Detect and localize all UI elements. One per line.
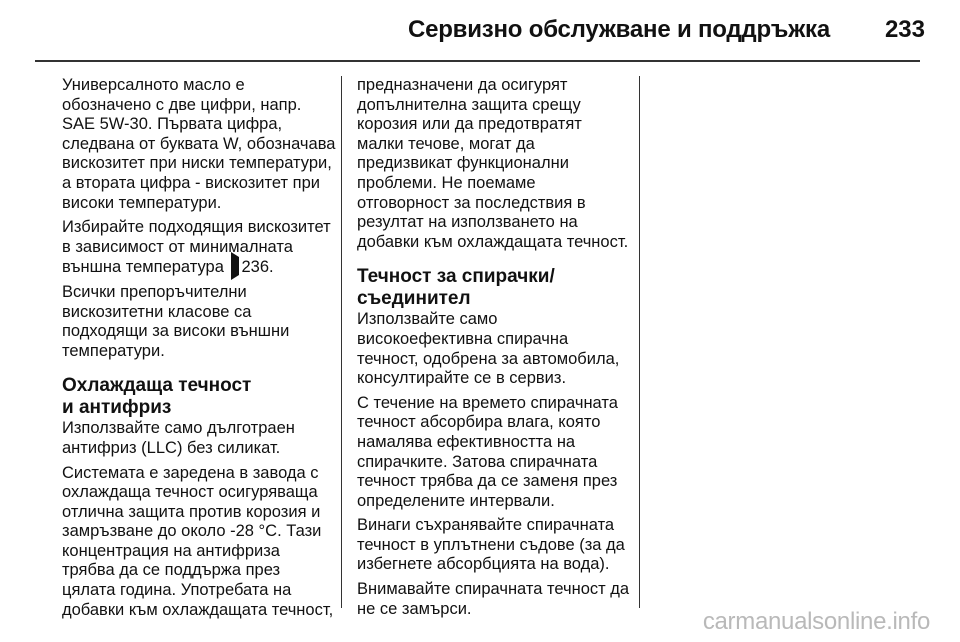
header-rule [35, 60, 920, 62]
heading-coolant [62, 375, 337, 419]
page-number: 233 [884, 16, 925, 43]
paragraph-factory-coolant: Системата е заредена в завода с охлаждаща течност осигуряваща отлична защита против корозия и замръзване до около -28 °C. Тази концентрация на антифриза трябва да се поддържа през цялата година. Употребата на добавки към охлаждащата течност, [62, 463, 334, 619]
page-title: Сервизно обслужване и поддръжка [407, 16, 830, 43]
watermark: carmanualsonline.info [702, 608, 930, 635]
paragraph-brake-fluid-contamination: Внимавайте спирачната течност да не се замърси. [357, 580, 630, 618]
column-divider-right [639, 76, 640, 608]
paragraph-select-viscosity-text: Избирайте подходящия вискозитет в зависимост от минималната външна температура [62, 218, 331, 277]
paragraph-brake-fluid-approved: Използвайте само високоефективна спирачна течност, одобрена за автомобила, консултирайте се в сервиз. [357, 310, 620, 388]
paragraph-multigrade-oil: Универсалното масло е обозначено с две цифри, напр. SAE 5W-30. Първата цифра, следвана от буквата W, обозначава вискозитет при ниски температури, а втората цифра - вискозитет при високи температури. [62, 76, 336, 212]
heading-brake-fluid [357, 266, 631, 310]
paragraph-brake-fluid-moisture: С течение на времето спирачната течност абсорбира влага, която намалява ефективността на спирачките. Затова спирачната течност трябва да се заменя през определените интервали. [357, 393, 618, 510]
column-divider-left [341, 76, 342, 608]
paragraph-use-llc: Използвайте само дълготраен антифриз (LLC) без силикат. [62, 419, 295, 457]
paragraph-coolant-additives: предназначени да осигурят допълнителна защита срещу корозия или да предотвратят малки течове, могат да предизвикат функционални проблеми. Не поемаме отговорност за последствия в резултат на използването на добавки към охлаждащата течност. [357, 76, 629, 251]
paragraph-viscosity-classes: Всички препоръчителни вискозитетни класове са подходящи за високи външни температури. [62, 282, 290, 360]
heading-coolant-line2: и антифриз [62, 397, 172, 419]
heading-coolant-line1: Охлаждаща течност [62, 375, 252, 397]
heading-brake-fluid-line2: съединител [357, 288, 471, 310]
heading-brake-fluid-line1: Течност за спирачки/ [357, 266, 555, 288]
paragraph-select-viscosity [62, 218, 337, 278]
right-column [357, 76, 631, 624]
triangle-right-icon [231, 252, 239, 280]
left-column [62, 76, 337, 625]
page-reference-link[interactable]: 236. [241, 258, 274, 277]
paragraph-brake-fluid-storage: Винаги съхранявайте спирачната течност в уплътнени съдове (за да избегнете абсорбцията на вода). [357, 516, 625, 574]
